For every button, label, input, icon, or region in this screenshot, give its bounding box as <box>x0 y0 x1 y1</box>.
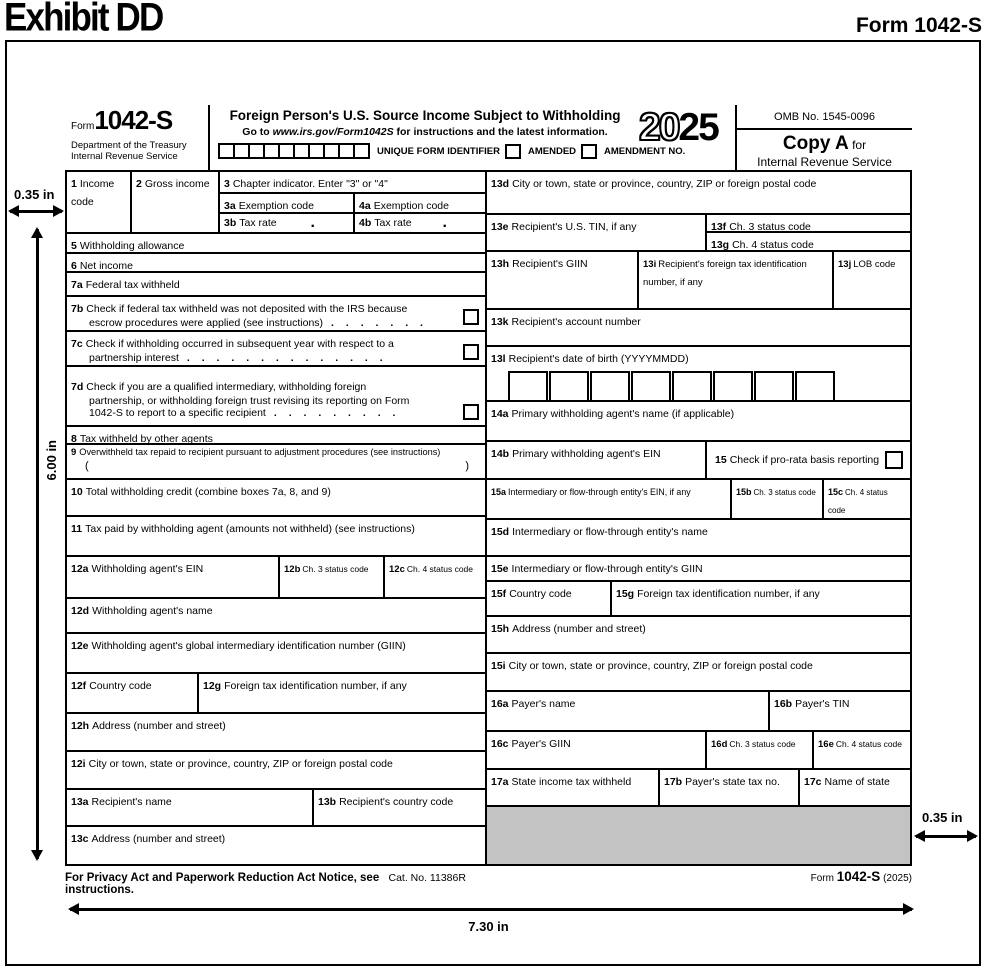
checkbox-15[interactable] <box>885 451 903 469</box>
box-13l[interactable]: 13l Recipient's date of birth (YYYYMMDD) <box>487 347 910 400</box>
row-3b-4b <box>220 214 485 232</box>
row-11 <box>67 517 485 557</box>
box-15f[interactable]: 15f Country code <box>487 582 612 615</box>
box-3[interactable]: 3 Chapter indicator. Enter "3" or "4" <box>220 172 485 194</box>
box-13j[interactable]: 13j LOB code <box>838 259 896 270</box>
row-15i <box>487 654 910 692</box>
row-7b <box>67 297 485 332</box>
box-7d[interactable]: 7d Check if you are a qualified intermediary, withholding foreign partnership, or withholding foreign trust revising its reporting on Form 1042-S to report to a specific recipient . . . . . . . . . <box>67 367 485 425</box>
row-6 <box>67 254 485 273</box>
height-dimension: 6.00 in <box>44 440 59 481</box>
box-13k[interactable]: 13k Recipient's account number <box>491 316 641 328</box>
box-2[interactable]: 2 Gross income <box>132 172 220 232</box>
form-number: 1042-S <box>94 105 173 135</box>
left-margin-dimension: 0.35 in <box>14 187 55 202</box>
form-reference: Form 1042-S <box>855 14 982 37</box>
box-13b[interactable]: 13b Recipient's country code <box>318 796 454 808</box>
box-13f[interactable]: 13f Ch. 3 status code <box>707 215 910 233</box>
amendment-no-checkbox[interactable] <box>581 144 597 159</box>
row-12i <box>67 752 485 790</box>
omb-cell <box>735 105 912 170</box>
box-12g[interactable]: 12g Foreign tax identification number, if any <box>203 680 407 692</box>
checkbox-7b[interactable] <box>463 309 479 325</box>
row-8 <box>67 427 485 445</box>
box-12i[interactable]: 12i City or town, state or province, country, ZIP or foreign postal code <box>71 758 393 770</box>
box-6[interactable]: 6 Net income <box>71 260 133 271</box>
copy-service: Internal Revenue Service <box>757 155 892 169</box>
box-13f-13g-stack <box>707 215 910 250</box>
width-dimension-arrow <box>70 908 912 911</box>
box-7b[interactable]: 7b Check if federal tax withheld was not deposited with the IRS because escrow procedures were applied (see instructions) . . . . . . . <box>67 297 485 330</box>
form-header <box>65 105 912 170</box>
box-4a[interactable]: 4a Exemption code <box>359 200 449 212</box>
box-16b[interactable]: 16b Payer's TIN <box>774 698 850 710</box>
box-13i[interactable]: 13i Recipient's foreign tax identification number, if any <box>639 252 834 308</box>
form-instructions: Go to www.irs.gov/Form1042S for instructions and the latest information. <box>242 126 608 138</box>
row-7c <box>67 332 485 367</box>
box-17a[interactable]: 17a State income tax withheld <box>487 770 660 805</box>
box-3a[interactable]: 3a Exemption code <box>220 194 355 212</box>
box-15e[interactable]: 15e Intermediary or flow-through entity's GIIN <box>491 563 703 575</box>
box-13g[interactable]: 13g Ch. 4 status code <box>711 239 814 250</box>
form-grid <box>65 170 912 866</box>
right-margin-arrow <box>916 835 976 838</box>
box-5[interactable]: 5 Withholding allowance <box>71 240 185 252</box>
box-17c[interactable]: 17c Name of state <box>804 776 890 788</box>
row-17a-17c <box>487 770 910 807</box>
row-13a-13b <box>67 790 485 827</box>
row-12d <box>67 599 485 634</box>
box-7a[interactable]: 7a Federal tax withheld <box>71 279 180 291</box>
row-9 <box>67 445 485 480</box>
box-4b[interactable]: 4b Tax rate . <box>359 214 447 231</box>
form-title-cell <box>210 105 735 170</box>
right-column <box>487 172 910 864</box>
box-15h[interactable]: 15h Address (number and street) <box>491 623 646 635</box>
box-12d[interactable]: 12d Withholding agent's name <box>71 605 213 617</box>
unique-identifier-boxes[interactable] <box>218 143 370 159</box>
checkbox-7d[interactable] <box>463 404 479 420</box>
box-16e[interactable]: 16e Ch. 4 status code <box>818 739 903 750</box>
width-dimension: 7.30 in <box>468 919 509 934</box>
dept-line1: Department of the Treasury <box>71 140 187 151</box>
row-16a-16b <box>487 692 910 732</box>
row-15h <box>487 617 910 654</box>
box-15d[interactable]: 15d Intermediary or flow-through entity's name <box>491 526 708 538</box>
box-16d[interactable]: 16d Ch. 3 status code <box>707 732 814 768</box>
row-12e <box>67 634 485 674</box>
box-8[interactable]: 8 Tax withheld by other agents <box>71 433 213 443</box>
amended-label: AMENDED <box>527 145 577 157</box>
row-3a-4a <box>220 194 485 214</box>
amendment-no-label: AMENDMENT NO. <box>604 145 686 157</box>
form-id-cell <box>65 105 210 170</box>
box-11[interactable]: 11 Tax paid by withholding agent (amounts not withheld) (see instructions) <box>71 523 415 535</box>
privacy-notice: For Privacy Act and Paperwork Reduction Act Notice, see instructions. <box>65 872 380 896</box>
box-10[interactable]: 10 Total withholding credit (combine boxes 7a, 8, and 9) <box>71 486 331 498</box>
box-9[interactable]: 9 Overwithheld tax repaid to recipient pursuant to adjustment procedures (see instructions) ( ) <box>71 447 469 472</box>
row-13h-13j <box>487 252 910 310</box>
box-3b[interactable]: 3b Tax rate . <box>220 214 355 232</box>
row-12a-12c <box>67 557 485 599</box>
box-15[interactable]: 15 Check if pro-rata basis reporting <box>707 442 910 478</box>
box-7c[interactable]: 7c Check if withholding occurred in subsequent year with respect to a partnership interest . . . . . . . . . . . . . . <box>67 332 485 365</box>
omb-number: OMB No. 1545-0096 <box>737 105 912 130</box>
box-12e[interactable]: 12e Withholding agent's global intermediary identification number (GIIN) <box>71 640 406 652</box>
box-14a[interactable]: 14a Primary withholding agent's name (if applicable) <box>491 408 735 420</box>
left-column <box>67 172 487 864</box>
box-13h[interactable]: 13h Recipient's GIIN <box>487 252 639 308</box>
row-12f-12g <box>67 674 485 714</box>
box-12c[interactable]: 12c Ch. 4 status code <box>389 564 474 575</box>
row-12h <box>67 714 485 752</box>
row-13k <box>487 310 910 347</box>
box-15g[interactable]: 15g Foreign tax identification number, if any <box>616 588 820 600</box>
unique-identifier-label: UNIQUE FORM IDENTIFIER <box>377 145 500 157</box>
form-word: Form <box>71 121 95 132</box>
dept-line2: Internal Revenue Service <box>71 151 178 162</box>
row-7d <box>67 367 485 427</box>
right-margin-dimension: 0.35 in <box>922 810 963 825</box>
date-of-birth-boxes[interactable] <box>507 371 906 400</box>
row-13l <box>487 347 910 402</box>
catalog-number: Cat. No. 11386R <box>388 872 466 884</box>
row-14b-15 <box>487 442 910 480</box>
row-15d <box>487 520 910 557</box>
row-10 <box>67 480 485 517</box>
shaded-area <box>487 807 910 864</box>
box-12h[interactable]: 12h Address (number and street) <box>71 720 226 732</box>
form-footer <box>65 869 912 896</box>
row-15e <box>487 557 910 582</box>
row-5 <box>67 234 485 254</box>
instructions-url: www.irs.gov/Form1042S <box>272 126 394 138</box>
form-title: Foreign Person's U.S. Source Income Subject to Withholding <box>229 108 621 123</box>
checkbox-7c[interactable] <box>463 344 479 360</box>
box-13d[interactable]: 13d City or town, state or province, country, ZIP or foreign postal code <box>491 178 817 190</box>
row-15a-15c <box>487 480 910 520</box>
row-1-2-3 <box>67 172 485 234</box>
box-12f[interactable]: 12f Country code <box>67 674 199 712</box>
tax-year: 2025 <box>639 106 718 149</box>
left-margin-arrow <box>10 210 62 213</box>
box-14b[interactable]: 14b Primary withholding agent's EIN <box>487 442 707 478</box>
box-15i[interactable]: 15i City or town, state or province, country, ZIP or foreign postal code <box>491 660 813 672</box>
row-16c-16e <box>487 732 910 770</box>
box-16c[interactable]: 16c Payer's GIIN <box>487 732 707 768</box>
box-12a[interactable]: 12a Withholding agent's EIN <box>67 557 280 597</box>
row-13d <box>487 172 910 215</box>
box-13c[interactable]: 13c Address (number and street) <box>71 833 226 845</box>
row-13e-13g <box>487 215 910 252</box>
box-16a[interactable]: 16a Payer's name <box>487 692 770 730</box>
height-dimension-arrow <box>36 229 39 859</box>
row-14a <box>487 402 910 442</box>
box-13e[interactable]: 13e Recipient's U.S. TIN, if any <box>487 215 707 250</box>
exhibit-title: Exhibit DD <box>4 0 163 41</box>
box-17b[interactable]: 17b Payer's state tax no. <box>660 770 800 805</box>
box-3-group <box>220 172 485 232</box>
row-15f-15g <box>487 582 910 617</box>
box-12b[interactable]: 12b Ch. 3 status code <box>280 557 385 597</box>
box-1[interactable]: 1 Income code <box>67 172 132 232</box>
box-15c[interactable]: 15c Ch. 4 status code <box>828 487 888 515</box>
box-13a[interactable]: 13a Recipient's name <box>67 790 314 825</box>
footer-form-id: Form 1042-S (2025) <box>810 869 912 884</box>
copy-designation: Copy A for <box>782 133 867 154</box>
box-15b[interactable]: 15b Ch. 3 status code <box>732 480 824 518</box>
row-13c <box>67 827 485 864</box>
row-7a <box>67 273 485 297</box>
box-15a[interactable]: 15a Intermediary or flow-through entity's EIN, if any <box>487 480 732 518</box>
amended-checkbox[interactable] <box>505 144 521 159</box>
